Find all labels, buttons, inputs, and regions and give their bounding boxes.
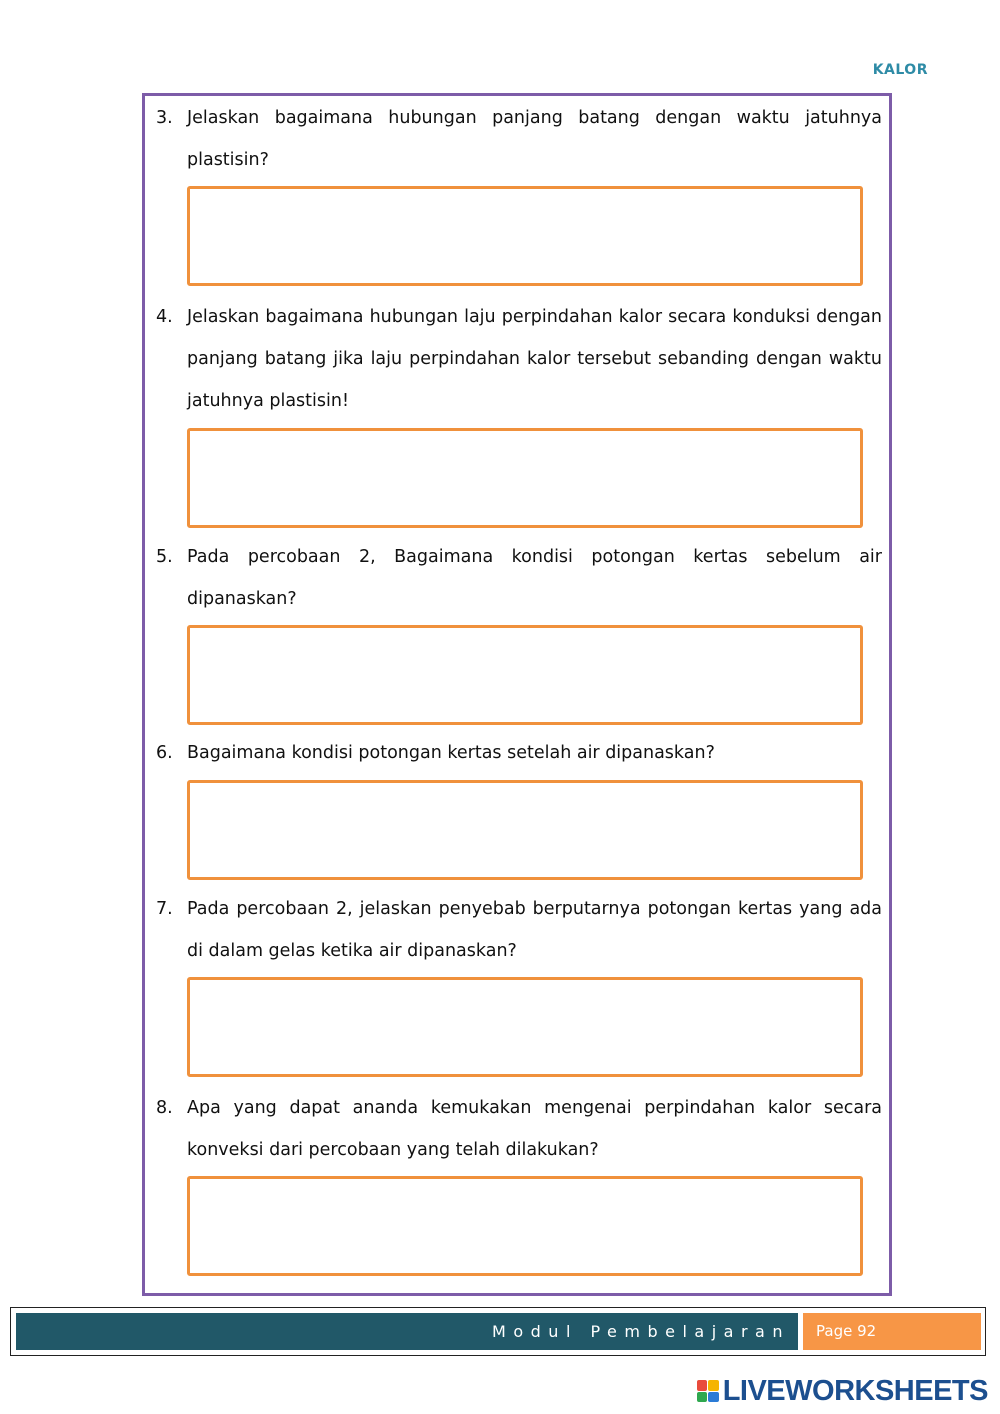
question-6 — [156, 732, 882, 774]
question-4 — [156, 296, 882, 422]
question-3 — [156, 97, 882, 181]
question-number: 8. — [156, 1098, 173, 1118]
question-text: Apa yang dapat ananda kemukakan mengenai perpindahan kalor secara konveksi dari percobaan yang telah dilakukan? — [187, 1098, 882, 1160]
question-number: 3. — [156, 108, 173, 128]
question-text: Bagaimana kondisi potongan kertas setelah air dipanaskan? — [187, 743, 715, 763]
header-title: KALOR — [872, 62, 928, 78]
answer-box-6[interactable] — [187, 780, 863, 880]
question-7 — [156, 888, 882, 972]
answer-box-7[interactable] — [187, 977, 863, 1077]
question-8 — [156, 1087, 882, 1171]
question-text: Pada percobaan 2, jelaskan penyebab berputarnya potongan kertas yang ada di dalam gelas ketika air dipanaskan? — [187, 899, 882, 961]
answer-box-8[interactable] — [187, 1176, 863, 1276]
question-text: Jelaskan bagaimana hubungan laju perpindahan kalor secara konduksi dengan panjang batang jika laju perpindahan kalor tersebut sebanding dengan waktu jatuhnya plastisin! — [187, 307, 882, 411]
question-number: 6. — [156, 743, 173, 763]
footer-page-number: Page 92 — [803, 1313, 981, 1350]
question-text: Jelaskan bagaimana hubungan panjang batang dengan waktu jatuhnya plastisin? — [187, 108, 882, 170]
question-text: Pada percobaan 2, Bagaimana kondisi potongan kertas sebelum air dipanaskan? — [187, 547, 882, 609]
question-number: 4. — [156, 307, 173, 327]
answer-box-4[interactable] — [187, 428, 863, 528]
question-number: 7. — [156, 899, 173, 919]
question-5 — [156, 536, 882, 620]
brand-name: LIVEWORKSHEETS — [722, 1374, 988, 1407]
question-number: 5. — [156, 547, 173, 567]
liveworksheets-logo-icon — [697, 1380, 719, 1402]
liveworksheets-brand[interactable] — [697, 1375, 988, 1407]
footer-module-label: Modul Pembelajaran — [16, 1313, 798, 1350]
answer-box-5[interactable] — [187, 625, 863, 725]
answer-box-3[interactable] — [187, 186, 863, 286]
